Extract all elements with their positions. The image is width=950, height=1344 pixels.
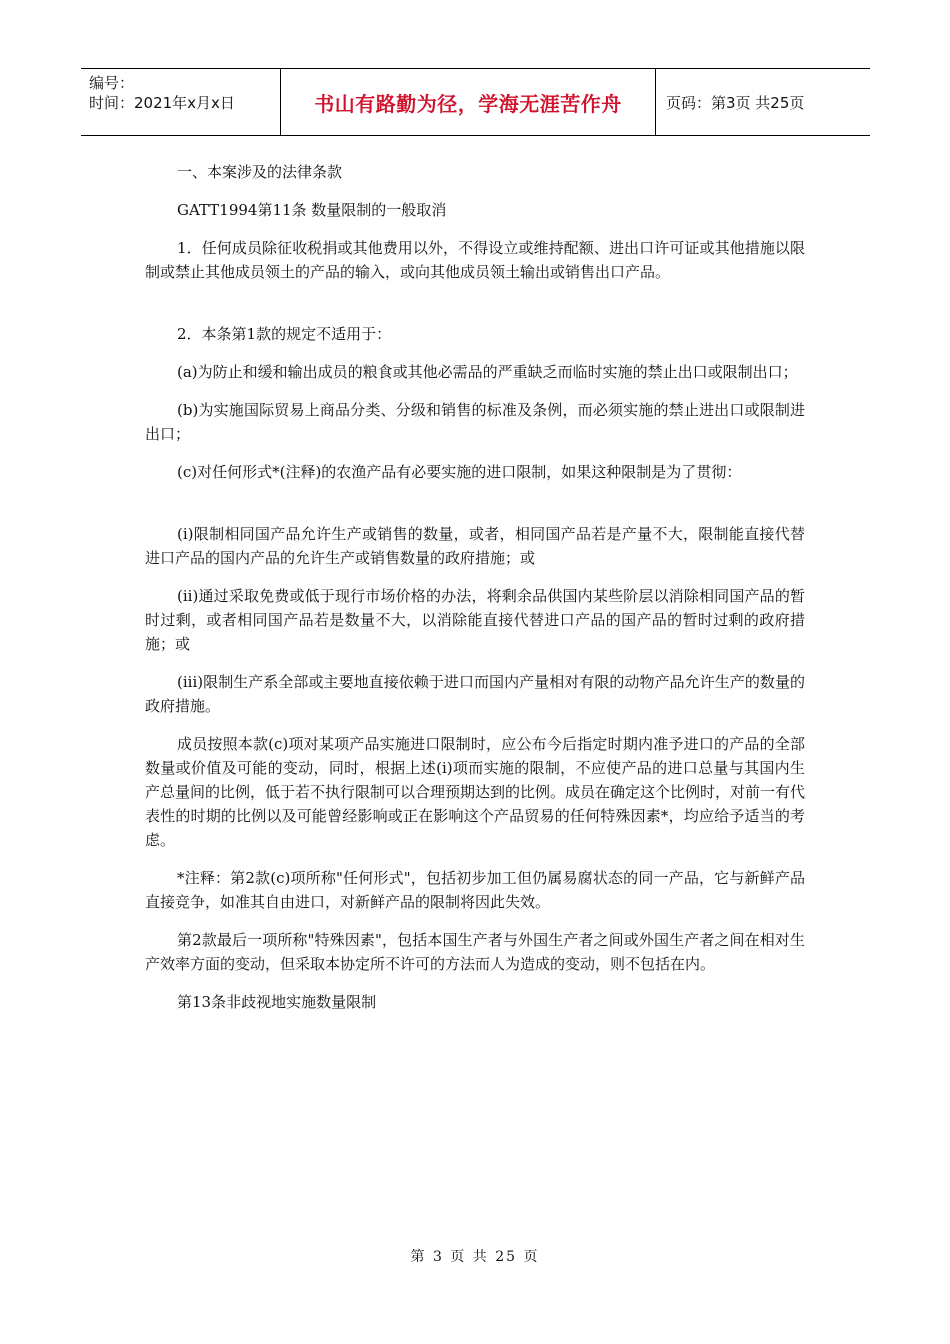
header-meta (81, 69, 281, 135)
article-11-title: GATT1994第11条 数量限制的一般取消 (177, 201, 447, 219)
item-i: (i)限制相同国产品允许生产或销售的数量，或者，相同国产品若是产量不大，限制能直接代替进口产品的国内产品的允许生产或销售数量的政府措施；或 (145, 525, 805, 567)
section-heading: 一、本案涉及的法律条款 (177, 163, 343, 181)
paragraph-1: 1．任何成员除征收税捐或其他费用以外，不得设立或维持配额、进出口许可证或其他措施以限制或禁止其他成员领土的产品的输入，或向其他成员领土输出或销售出口产品。 (145, 239, 805, 281)
document-number-label: 编号： (89, 74, 135, 92)
paragraph-2: 2．本条第1款的规定不适用于： (177, 325, 392, 343)
item-b: (b)为实施国际贸易上商品分类、分级和销售的标准及条例，而必须实施的禁止进出口或限制进出口； (145, 401, 805, 443)
item-a: (a)为防止和缓和输出成员的粮食或其他必需品的严重缺乏而临时实施的禁止出口或限制出口； (177, 363, 798, 381)
header-motto: 书山有路勤为径，学海无涯苦作舟 (281, 69, 656, 135)
item-c: (c)对任何形式*(注释)的农渔产品有必要实施的进口限制，如果这种限制是为了贯彻： (177, 463, 742, 481)
page-footer: 第 3 页 共 25 页 (410, 1249, 540, 1265)
paragraph-c-provision: 成员按照本款(c)项对某项产品实施进口限制时，应公布今后指定时期内准予进口的产品的全部数量或价值及可能的变动，同时，根据上述(i)项而实施的限制，不应使产品的进口总量与其国内生产总量间的比例，低于若不执行限制可以合理预期达到的比例。成员在确定这个比例时，对前一有代表性的时期的比例以及可能曾经影响或正在影响这个产品贸易的任何特殊因素*，均应给予适当的考虑。 (145, 735, 806, 849)
document-date: 时间：2021年x月x日 (89, 94, 235, 112)
note-any-form: *注释：第2款(c)项所称"任何形式"，包括初步加工但仍属易腐状态的同一产品，它与新鲜产品直接竞争，如准其自由进口，对新鲜产品的限制将因此失效。 (145, 869, 805, 911)
item-ii: (ii)通过采取免费或低于现行市场价格的办法，将剩余品供国内某些阶层以消除相同国产品的暂时过剩，或者相同国产品若是数量不大，以消除能直接代替进口产品的国产品的暂时过剩的政府措施；或 (145, 587, 805, 653)
document-body (145, 150, 805, 1014)
page-header (81, 68, 870, 136)
item-iii: (iii)限制生产系全部或主要地直接依赖于进口而国内产量相对有限的动物产品允许生产的数量的政府措施。 (145, 673, 805, 715)
header-page-code: 页码：第3页 共25页 (666, 93, 805, 112)
article-13-title: 第13条非歧视地实施数量限制 (177, 993, 377, 1011)
note-special-factors: 第2款最后一项所称"特殊因素"，包括本国生产者与外国生产者之间或外国生产者之间在相对生产效率方面的变动，但采取本协定所不许可的方法而人为造成的变动，则不包括在内。 (145, 931, 805, 973)
